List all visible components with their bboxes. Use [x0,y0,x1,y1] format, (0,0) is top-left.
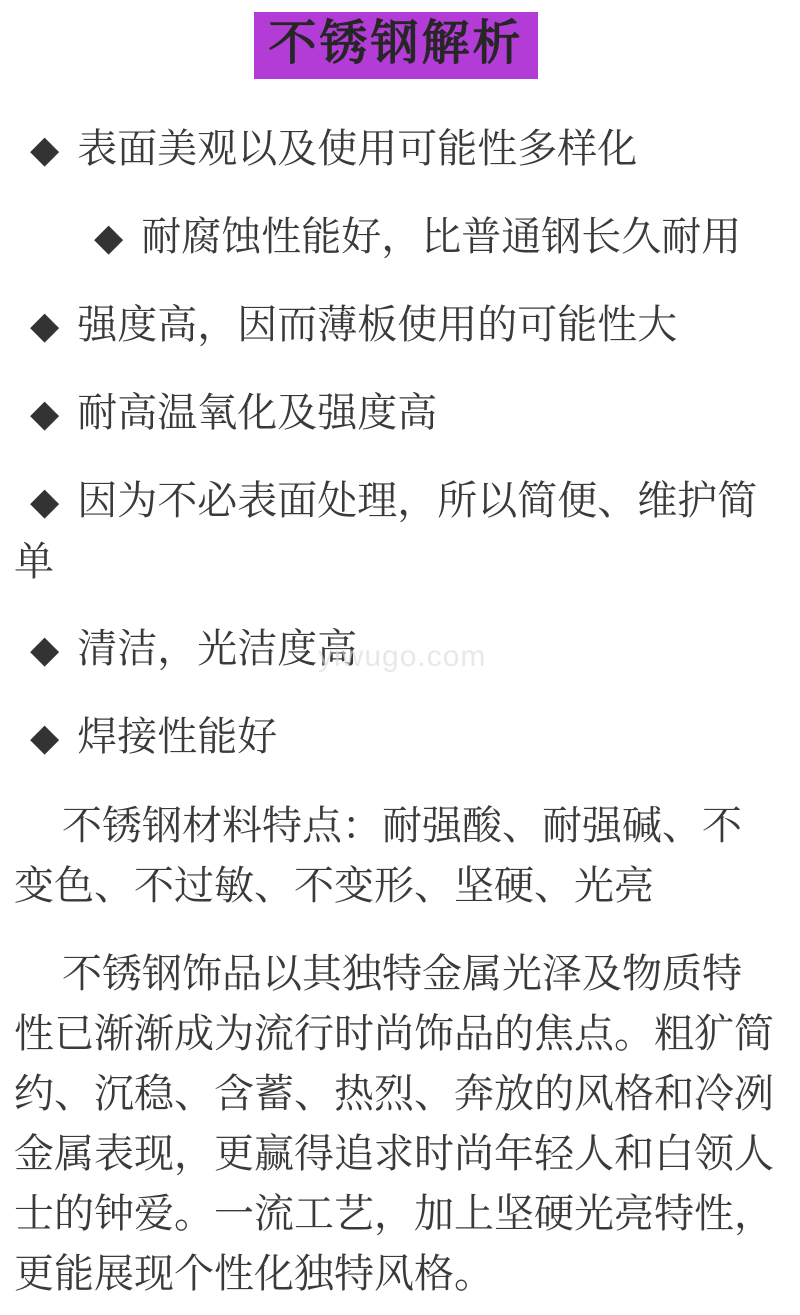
bullet-text: 清洁，光洁度高 [77,627,358,672]
watermark: yiwugo.com [318,640,487,673]
paragraph-jewelry-description: 不锈钢饰品以其独特金属光泽及物质特性已渐渐成为流行时尚饰品的焦点。粗犷简约、沉稳、含蓄、热烈、奔放的风格和冷冽金属表现，更赢得追求时尚年轻人和白领人士的钟爱。一流工艺，加上坚硬光亮特性，更能展现个性化独特风格。 [14,952,774,1297]
page-title: 不锈钢解析 [254,12,537,79]
bullet-text: 强度高，因而薄板使用的可能性大 [77,303,678,348]
bullet-item [14,619,778,680]
bullet-text: 表面美观以及使用可能性多样化 [77,127,638,172]
diamond-bullet-icon: ◆ [94,217,124,260]
bullet-text: 耐高温氧化及强度高 [77,391,438,436]
bullet-item [14,383,778,444]
bullet-item [78,207,778,268]
diamond-bullet-icon: ◆ [30,717,60,760]
title-row [14,12,778,79]
diamond-bullet-icon: ◆ [30,129,60,172]
bullet-text: 耐腐蚀性能好，比普通钢长久耐用 [141,215,742,260]
diamond-bullet-icon: ◆ [30,629,60,672]
diamond-bullet-icon: ◆ [30,481,60,524]
bullet-item [14,295,778,356]
bullet-item [14,471,778,592]
diamond-bullet-icon: ◆ [30,393,60,436]
bullet-text: 焊接性能好 [77,715,278,760]
bullet-item [14,119,778,180]
bullet-text: 因为不必表面处理，所以简便、维护简单 [14,479,758,585]
paragraph-material-features: 不锈钢材料特点：耐强酸、耐强碱、不变色、不过敏、不变形、坚硬、光亮 [14,804,742,909]
diamond-bullet-icon: ◆ [30,305,60,348]
bullet-item [14,707,778,768]
